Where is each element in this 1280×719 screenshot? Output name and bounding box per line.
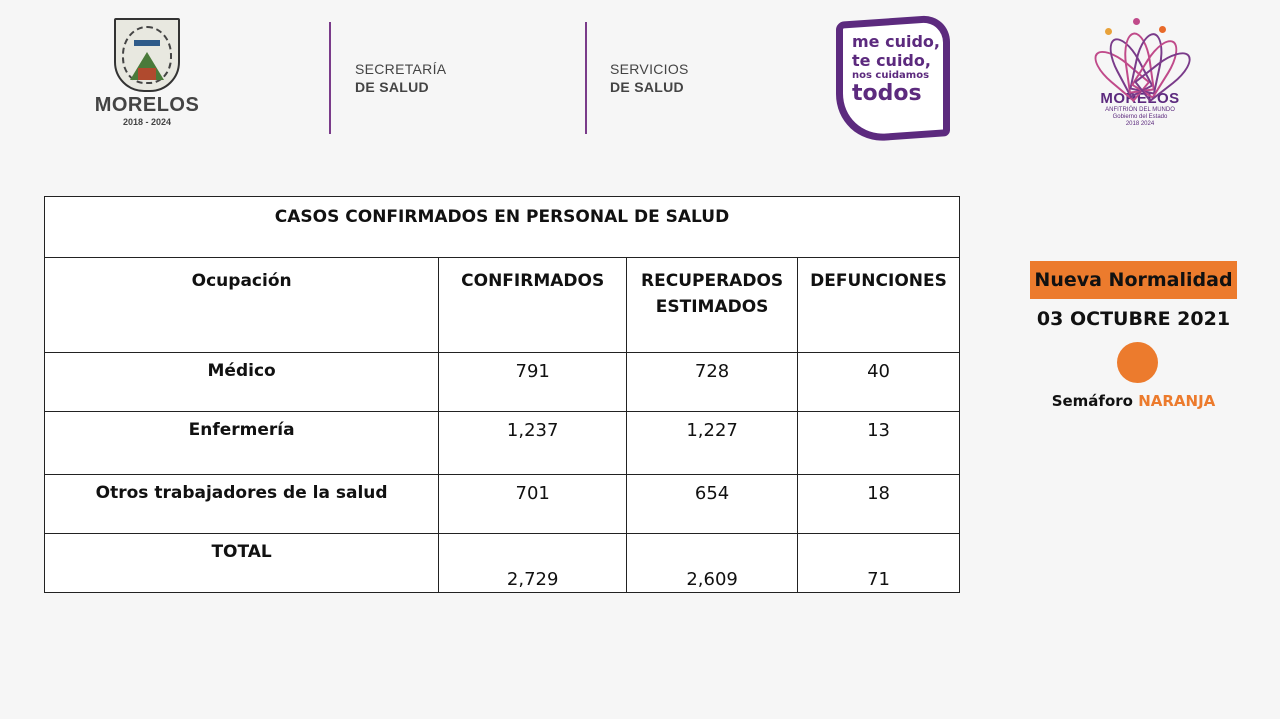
table-title: CASOS CONFIRMADOS EN PERSONAL DE SALUD [45, 197, 960, 258]
nueva-normalidad-banner: Nueva Normalidad [1030, 261, 1237, 299]
gobierno-logo-line2: 2018 2024 [1125, 121, 1155, 127]
cell-confirmados: 701 [439, 475, 627, 534]
cell-confirmados: 1,237 [439, 412, 627, 475]
semaforo-circle-icon [1117, 342, 1158, 383]
morelos-shield-icon [114, 18, 180, 92]
cell-recuperados: 1,227 [627, 412, 798, 475]
cell-confirmados: 791 [439, 353, 627, 412]
semaforo-status [1030, 392, 1237, 410]
secretaria-line1: SECRETARÍA [355, 61, 447, 77]
table-row-total [45, 534, 960, 593]
table-row [45, 475, 960, 534]
gobierno-logo-line1: Gobierno del Estado [1112, 114, 1168, 120]
servicios-line2: DE SALUD [610, 79, 684, 95]
health-staff-cases-table [44, 196, 960, 593]
badge-line1: me cuido, [852, 32, 940, 51]
column-header-recuperados [627, 258, 798, 353]
badge-line2: te cuido, [852, 51, 931, 70]
cell-ocupacion: Enfermería [45, 412, 439, 475]
column-header-confirmados: CONFIRMADOS [439, 258, 627, 353]
cell-recuperados: 728 [627, 353, 798, 412]
cell-recuperados: 2,609 [627, 534, 798, 593]
column-header-recuperados-line1: RECUPERADOS [641, 271, 784, 291]
semaforo-label: Semáforo [1051, 392, 1133, 410]
column-header-defunciones: DEFUNCIONES [798, 258, 960, 353]
gobierno-logo-tagline: ANFITRIÓN DEL MUNDO [1105, 107, 1175, 113]
secretaria-line2: DE SALUD [355, 79, 429, 95]
secretaria-salud-logo [355, 60, 446, 96]
badge-line4: todos [852, 81, 922, 106]
cell-defunciones: 71 [798, 534, 960, 593]
cell-ocupacion: TOTAL [45, 534, 439, 593]
morelos-state-logo [92, 18, 202, 127]
semaforo-value: NARANJA [1138, 392, 1216, 410]
gobierno-morelos-logo [1090, 18, 1190, 128]
badge-line3: nos cuidamos [852, 70, 930, 81]
cell-recuperados: 654 [627, 475, 798, 534]
divider [329, 22, 331, 134]
campaign-badge [836, 18, 944, 136]
cell-confirmados: 2,729 [439, 534, 627, 593]
cell-defunciones: 13 [798, 412, 960, 475]
report-date: 03 OCTUBRE 2021 [1036, 308, 1231, 330]
table-row [45, 353, 960, 412]
table-row [45, 412, 960, 475]
servicios-salud-logo [610, 60, 689, 96]
divider [585, 22, 587, 134]
cell-defunciones: 18 [798, 475, 960, 534]
morelos-logo-name: MORELOS [94, 94, 200, 116]
column-header-ocupacion: Ocupación [45, 258, 439, 353]
cell-ocupacion: Médico [45, 353, 439, 412]
lotus-icon [1095, 18, 1185, 92]
column-header-recuperados-line2: ESTIMADOS [655, 297, 769, 317]
servicios-line1: SERVICIOS [610, 61, 689, 77]
gobierno-logo-name: MORELOS [1100, 90, 1180, 107]
cell-defunciones: 40 [798, 353, 960, 412]
cell-ocupacion: Otros trabajadores de la salud [45, 475, 439, 534]
morelos-logo-years: 2018 - 2024 [122, 117, 172, 127]
